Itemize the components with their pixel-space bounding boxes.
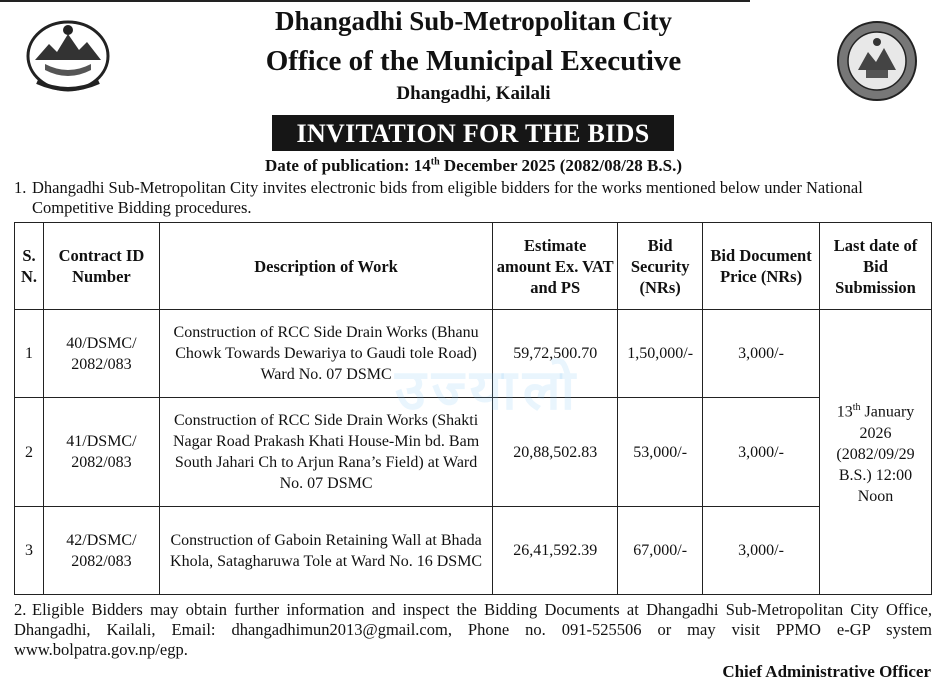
cell-doc-price: 3,000/- — [703, 310, 820, 398]
cell-description: Construction of Gaboin Retaining Wall at Bhada Khola, Satagharuwa Tole at Ward No. 16 DSMC — [159, 507, 492, 595]
cell-sn: 3 — [15, 507, 44, 595]
publication-date: Date of publication: 14th December 2025 (2082/08/28 B.S.) — [264, 156, 683, 175]
cell-estimate: 59,72,500.70 — [493, 310, 618, 398]
signature: Chief Administrative Officer — [722, 662, 931, 681]
invitation-banner: INVITATION FOR THE BIDS — [272, 115, 674, 151]
cell-estimate: 26,41,592.39 — [493, 507, 618, 595]
city-title: Dhangadhi Sub-Metropolitan City — [274, 6, 673, 36]
cell-contract-id: 40/DSMC/ 2082/083 — [43, 310, 159, 398]
col-security: Bid Security (NRs) — [618, 223, 703, 310]
cell-description: Construction of RCC Side Drain Works (Shakti Nagar Road Prakash Khati House-Min bd. Bam South Jahari Ch to Arjun Rana’s Field) at Ward No. 07 DSMC — [159, 398, 492, 507]
location: Dhangadhi, Kailali — [396, 83, 551, 104]
col-estimate: Estimate amount Ex. VAT and PS — [493, 223, 618, 310]
cell-security: 1,50,000/- — [618, 310, 703, 398]
office-title: Office of the Municipal Executive — [265, 45, 682, 77]
col-sn: S. N. — [15, 223, 44, 310]
cell-sn: 2 — [15, 398, 44, 507]
table-row — [15, 507, 932, 595]
cell-contract-id: 42/DSMC/ 2082/083 — [43, 507, 159, 595]
top-rule — [0, 0, 750, 2]
watermark-logo: उज्यालो — [395, 358, 582, 423]
table-header-row — [15, 223, 932, 310]
cell-estimate: 20,88,502.83 — [493, 398, 618, 507]
cell-security: 67,000/- — [618, 507, 703, 595]
intro-paragraph: 1. Dhangadhi Sub-Metropolitan City invites electronic bids from eligible bidders for the works mentioned below under National Competitive Bidding procedures. — [14, 178, 863, 217]
col-description: Description of Work — [159, 223, 492, 310]
col-doc-price: Bid Document Price (NRs) — [703, 223, 820, 310]
cell-doc-price: 3,000/- — [703, 398, 820, 507]
col-deadline: Last date of Bid Submission — [820, 223, 932, 310]
cell-security: 53,000/- — [618, 398, 703, 507]
footer-paragraph: 2. Eligible Bidders may obtain further information and inspect the Bidding Documents at Dhangadhi Sub-Metropolitan City Office, Dhangadhi, Kailali, Email: dhangadhimun2013@gmail.com, Phone no. 091-525506 or may visit PPMO e-GP system www.bolpatra.gov.np/egp. — [14, 600, 932, 659]
cell-description: Construction of RCC Side Drain Works (Bhanu Chowk Towards Dewariya to Gaudi tole Road) Ward No. 07 DSMC — [159, 310, 492, 398]
cell-sn: 1 — [15, 310, 44, 398]
col-contract-id: Contract ID Number — [43, 223, 159, 310]
cell-deadline: 13th January 2026 (2082/09/29 B.S.) 12:00 Noon — [820, 310, 932, 595]
cell-contract-id: 41/DSMC/ 2082/083 — [43, 398, 159, 507]
cell-doc-price: 3,000/- — [703, 507, 820, 595]
